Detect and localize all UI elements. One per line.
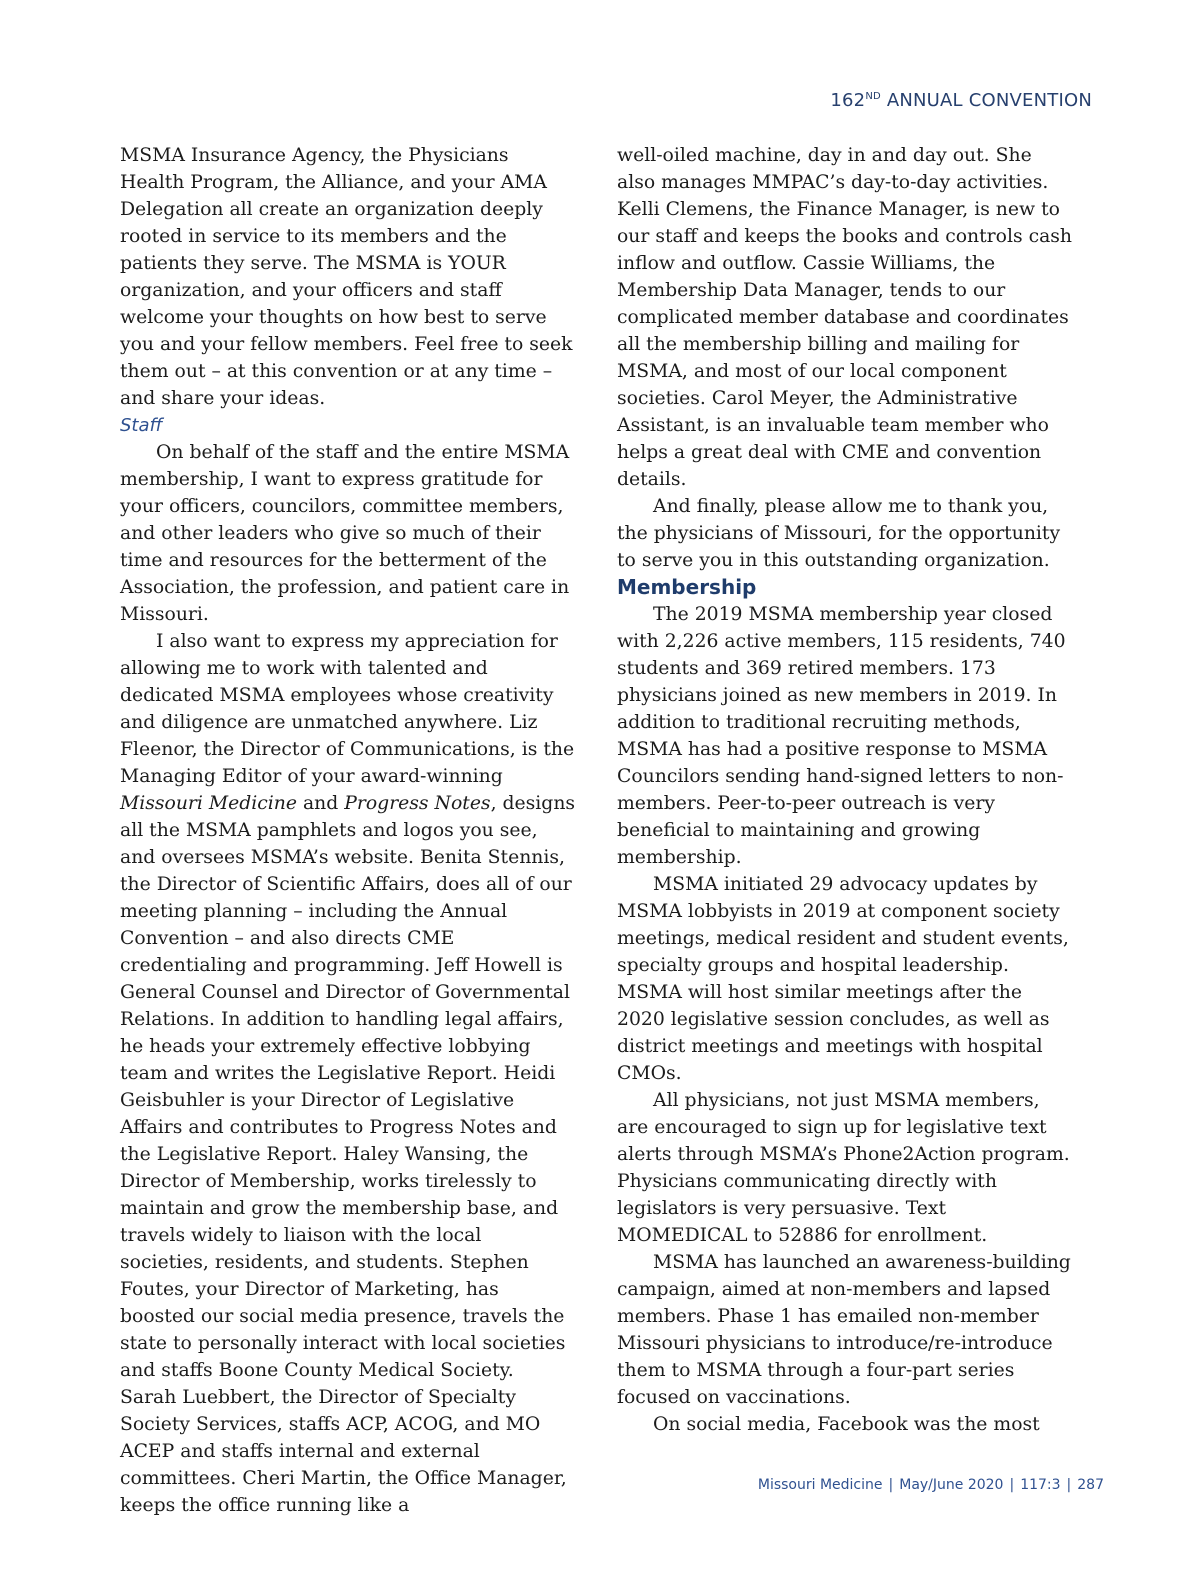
membership-heading: Membership [617,575,757,599]
staff-heading: Staff [120,415,163,436]
right-column [617,142,1073,1438]
left-column [120,142,576,1519]
thanks-paragraph: And finally, please allow me to thank you, the physicians of Missouri, for the opportunity to serve you in this outstanding organization. [617,496,1061,571]
header-ordinal-suffix: ND [865,91,881,102]
footer-issue: May/June 2020 [899,1477,1004,1493]
intro-paragraph: MSMA Insurance Agency, the Physicians Health Program, the Alliance, and your AMA Delegation all create an organization deeply rooted in service to its members and the patients they serve. The MSMA is YOUR organization, and your officers and staff welcome your thoughts on how best to serve you and your fellow members. Feel free to seek them out – at this convention or at any time – and share your ideas. [120,145,573,409]
page-footer [758,1477,1104,1493]
membership-paragraph-3: All physicians, not just MSMA members, are encouraged to sign up for legislative text alerts through MSMA’s Phone2Action program. Physicians communicating directly with legislators is very persuasive. Text MOMEDICAL to 52886 for enrollment. [617,1090,1070,1246]
header-number: 162 [830,90,866,111]
membership-paragraph-1: The 2019 MSMA membership year closed with 2,226 active members, 115 residents, 740 students and 369 retired members. 173 physicians joined as new members in 2019. In addition to traditional recruiting methods, MSMA has had a positive response to MSMA Councilors sending hand-signed letters to non-members. Peer-to-peer outreach is very beneficial to maintaining and growing membership. [617,604,1066,868]
staff-paragraph-2-part-c: , designs all the MSMA pamphlets and logos you see, and oversees MSMA’s website. Benita Stennis, the Director of Scientific Affairs, does all of our meeting planning – including the Annual Convention – and also directs CME credentialing and programming. Jeff Howell is General Counsel and Director of Governmental Relations. In addition to handling legal affairs, he heads your extremely effective lobbying team and writes the Legislative Report. Heidi Geisbuhler is your Director of Legislative Affairs and contributes to Progress Notes and the Legislative Report. Haley Wansing, the Director of Membership, works tirelessly to maintain and grow the membership base, and travels widely to liaison with the local societies, residents, and students. Stephen Foutes, your Director of Marketing, has boosted our social media presence, travels the state to personally interact with local societies and staffs Boone County Medical Society. Sarah Luebbert, the Director of Specialty Society Services, staffs ACP, ACOG, and MO ACEP and staffs internal and external committees. Cheri Martin, the Office Manager, keeps the office running like a [120,793,576,1516]
footer-journal: Missouri Medicine [757,1477,883,1493]
progress-notes-title: Progress Notes [344,793,491,814]
running-header [830,90,1092,111]
staff-paragraph-2 [120,628,576,1519]
membership-paragraph-2: MSMA initiated 29 advocacy updates by MSMA lobbyists in 2019 at component society meetings, medical resident and student events, specialty groups and hospital leadership. MSMA will host similar meetings after the 2020 legislative session concludes, as well as district meetings and meetings with hospital CMOs. [617,874,1069,1084]
staff-paragraph-2-part-b: and [296,793,345,814]
footer-volume: 117:3 [1020,1477,1061,1493]
footer-separator: | [888,1477,894,1493]
header-title: ANNUAL CONVENTION [886,90,1092,111]
page-number: 287 [1077,1477,1104,1493]
staff-paragraph-2-part-a: I also want to express my appreciation for allowing me to work with talented and dedicated MSMA employees whose creativity and diligence are unmatched anywhere. Liz Fleenor, the Director of Communications, is the Managing Editor of your award-winning [120,631,575,787]
membership-paragraph-4: MSMA has launched an awareness-building campaign, aimed at non-members and lapsed members. Phase 1 has emailed non-member Missouri physicians to introduce/re-introduce them to MSMA through a four-part series focused on vaccinations. [617,1252,1071,1408]
missouri-medicine-title: Missouri Medicine [120,793,297,814]
staff-continuation-paragraph: well-oiled machine, day in and day out. She also manages MMPAC’s day-to-day activities. Kelli Clemens, the Finance Manager, is new to our staff and keeps the books and controls cash inflow and outflow. Cassie Williams, the Membership Data Manager, tends to our complicated member database and coordinates all the membership billing and mailing for MSMA, and most of our local component societies. Carol Meyer, the Administrative Assistant, is an invaluable team member who helps a great deal with CME and convention details. [617,145,1073,490]
footer-separator: | [1009,1477,1015,1493]
footer-separator: | [1066,1477,1072,1493]
staff-paragraph-1: On behalf of the staff and the entire MSMA membership, I want to express gratitude for your officers, councilors, committee members, and other leaders who give so much of their time and resources for the betterment of the Association, the profession, and patient care in Missouri. [120,442,570,625]
membership-paragraph-5: On social media, Facebook was the most [653,1414,1040,1435]
